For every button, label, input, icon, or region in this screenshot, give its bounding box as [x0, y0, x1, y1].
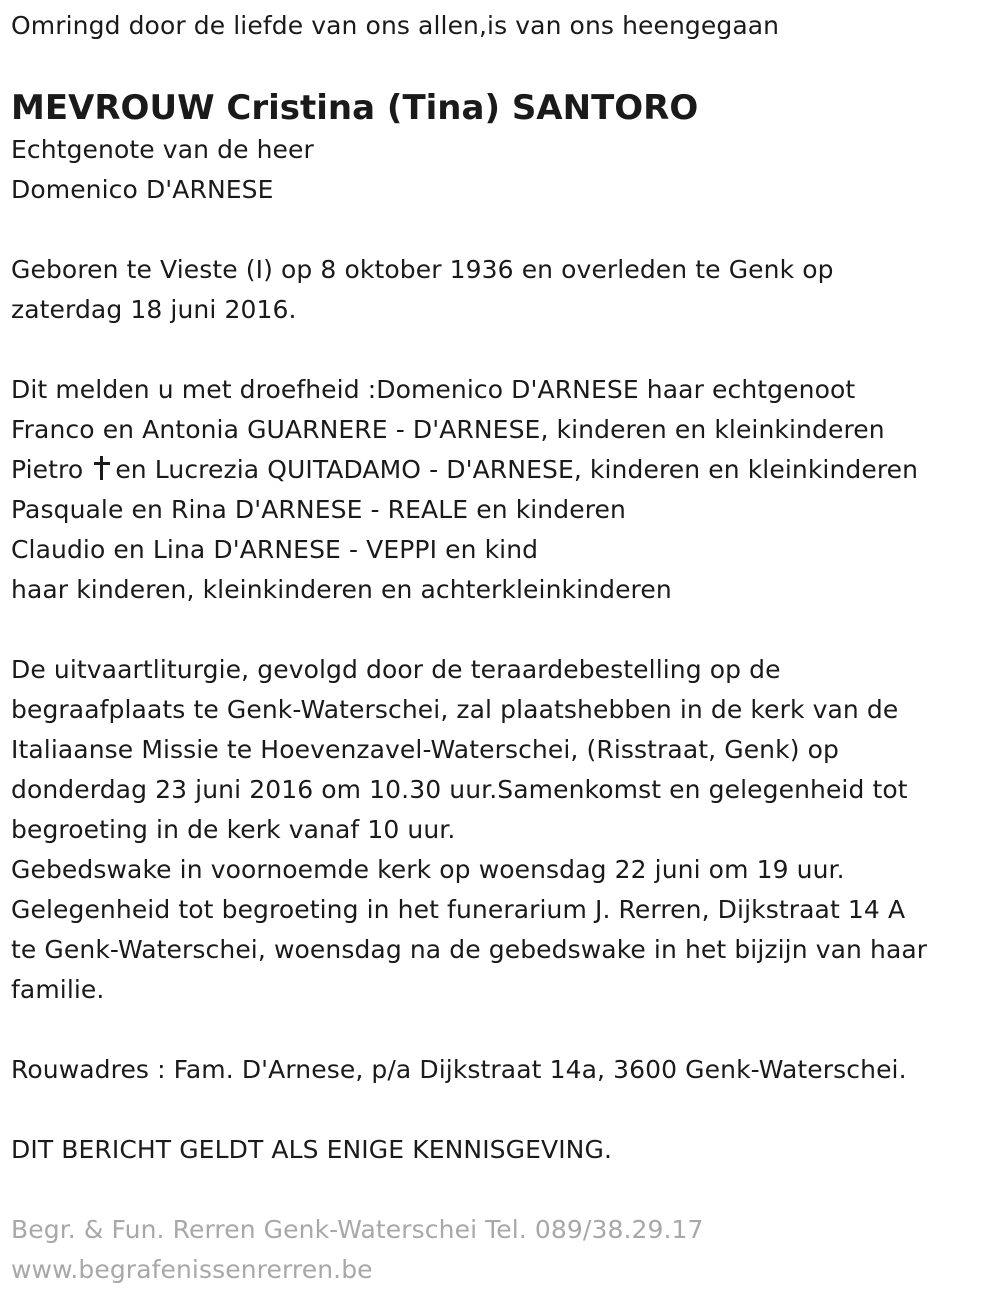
- intro-line: Omringd door de liefde van ons allen,is van ons heengegaan: [11, 11, 780, 40]
- funeral-line: begraafplaats te Genk-Waterschei, zal plaatshebben in de kerk van de: [11, 695, 899, 724]
- spacer: [11, 330, 989, 370]
- family-line: Dit melden u met droefheid :Domenico D'ARNESE haar echtgenoot: [11, 375, 856, 404]
- spacer: [11, 610, 989, 650]
- family-line: haar kinderen, kleinkinderen en achterkleinkinderen: [11, 575, 672, 604]
- latin-cross-icon: [93, 456, 111, 480]
- obituary-notice: [11, 6, 989, 1290]
- funeral-line: Gelegenheid tot begroeting in het funerarium J. Rerren, Dijkstraat 14 A: [11, 895, 906, 924]
- spacer: [11, 1090, 989, 1130]
- spacer: [11, 210, 989, 250]
- deceased-name: MEVROUW Cristina (Tina) SANTORO: [11, 88, 699, 128]
- funeral-line: De uitvaartliturgie, gevolgd door de teraardebestelling op de: [11, 655, 781, 684]
- funeral-line: familie.: [11, 975, 105, 1004]
- family-line: Pasquale en Rina D'ARNESE - REALE en kinderen: [11, 495, 626, 524]
- funeral-line: Gebedswake in voornoemde kerk op woensdag 22 juni om 19 uur.: [11, 855, 845, 884]
- birth-death-line: Geboren te Vieste (I) op 8 oktober 1936 en overleden te Genk op: [11, 255, 834, 284]
- family-line: Claudio en Lina D'ARNESE - VEPPI en kind: [11, 535, 539, 564]
- notice-statement: DIT BERICHT GELDT ALS ENIGE KENNISGEVING.: [11, 1135, 612, 1164]
- family-member-name: Pietro: [11, 455, 84, 484]
- funeral-line: donderdag 23 juni 2016 om 10.30 uur.Samenkomst en gelegenheid tot: [11, 775, 908, 804]
- funeral-line: Italiaanse Missie te Hoevenzavel-Waterschei, (Risstraat, Genk) op: [11, 735, 839, 764]
- family-member-rest: en Lucrezia QUITADAMO - D'ARNESE, kinderen en kleinkinderen: [115, 455, 919, 484]
- mourning-address: Rouwadres : Fam. D'Arnese, p/a Dijkstraat 14a, 3600 Genk-Waterschei.: [11, 1055, 907, 1084]
- company-website: www.begrafenissenrerren.be: [11, 1255, 373, 1284]
- family-line: [11, 450, 989, 490]
- family-line: Franco en Antonia GUARNERE - D'ARNESE, kinderen en kleinkinderen: [11, 415, 885, 444]
- spacer: [11, 1170, 989, 1210]
- funeral-line: begroeting in de kerk vanaf 10 uur.: [11, 815, 456, 844]
- spacer: [11, 1010, 989, 1050]
- funeral-company: Begr. & Fun. Rerren Genk-Waterschei Tel. 089/38.29.17: [11, 1215, 704, 1244]
- funeral-line: te Genk-Waterschei, woensdag na de gebedswake in het bijzijn van haar: [11, 935, 928, 964]
- spouse-name-line: Domenico D'ARNESE: [11, 175, 274, 204]
- birth-death-line: zaterdag 18 juni 2016.: [11, 295, 297, 324]
- spouse-line: Echtgenote van de heer: [11, 135, 314, 164]
